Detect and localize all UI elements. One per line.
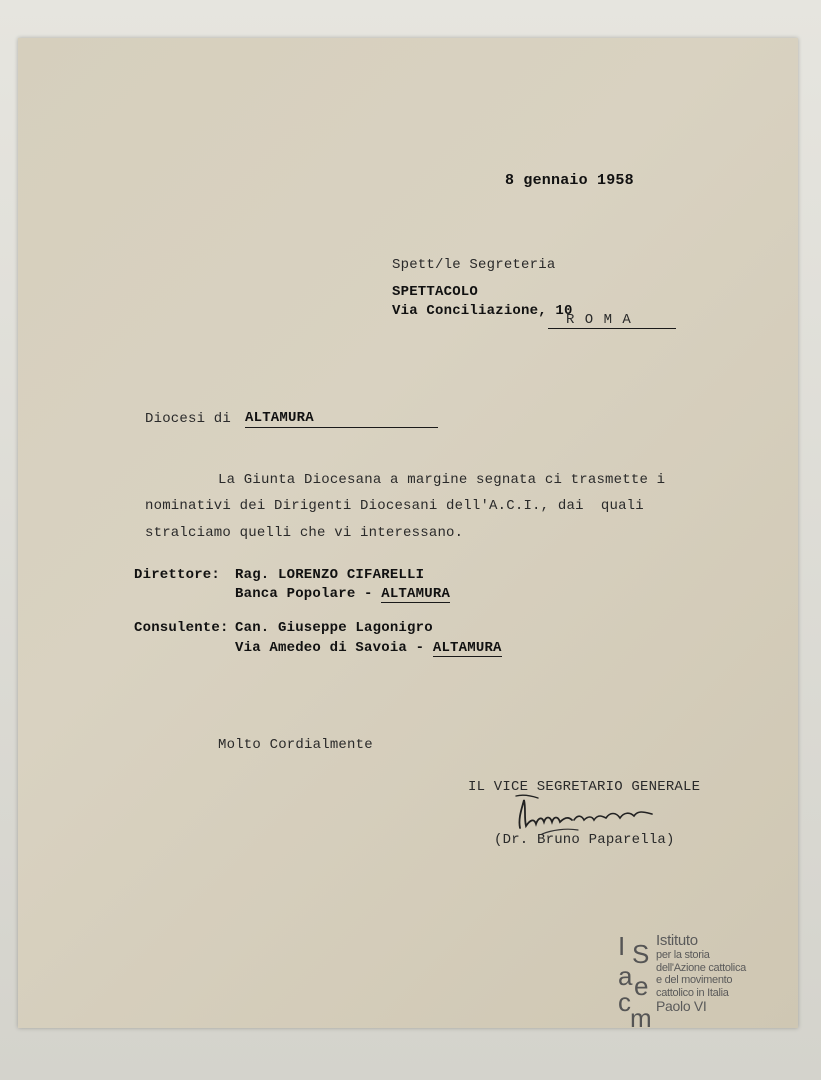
direttore-label: Direttore: [134, 567, 221, 583]
letter-date: 8 gennaio 1958 [505, 172, 634, 189]
consulente-label: Consulente: [134, 620, 229, 636]
recipient-city: R O M A [566, 312, 632, 328]
diocese-underline [245, 427, 438, 428]
archive-logo-text [656, 933, 776, 1014]
body-line-2: nominativi dei Dirigenti Diocesani dell'A.C.I., dai quali [145, 498, 644, 514]
body-line-3: stralciamo quelli che vi interessano. [145, 525, 464, 541]
signatory-name: (Dr. Bruno Paparella) [494, 832, 675, 848]
logo-line: dell'Azione cattolica [656, 961, 746, 974]
archive-logo [616, 933, 776, 1033]
logo-letter: I [618, 931, 626, 961]
direttore-address [235, 586, 450, 602]
diocese-label: Diocesi di [145, 411, 232, 427]
logo-line: Istituto [656, 932, 698, 949]
logo-letter: a [618, 961, 633, 991]
consulente-address [235, 640, 502, 656]
logo-line: e del movimento [656, 974, 733, 986]
signatory-title: IL VICE SEGRETARIO GENERALE [468, 779, 701, 795]
direttore-address-text: Banca Popolare - [235, 586, 382, 602]
direttore-name: Rag. LORENZO CIFARELLI [235, 567, 425, 583]
consulente-city: ALTAMURA [432, 640, 502, 656]
recipient-line-3: Via Conciliazione, 10 [392, 303, 573, 319]
recipient-city-underline [548, 328, 676, 329]
direttore-city: ALTAMURA [381, 586, 451, 602]
recipient-line-2: SPETTACOLO [392, 284, 479, 300]
body-line-1: La Giunta Diocesana a margine segnata ci trasmette i [218, 472, 666, 488]
logo-letter: m [630, 1003, 652, 1033]
diocese-name: ALTAMURA [245, 410, 314, 426]
logo-line: cattolico in Italia [656, 986, 729, 999]
logo-letter: c [618, 987, 631, 1017]
consulente-address-text: Via Amedeo di Savoia - [235, 640, 433, 656]
recipient-line-1: Spett/le Segreteria [392, 257, 556, 273]
logo-line: Paolo VI [656, 998, 707, 1014]
archive-logo-mark [616, 933, 654, 1033]
closing: Molto Cordialmente [218, 737, 373, 753]
logo-line: per la storia [656, 949, 710, 961]
consulente-name: Can. Giuseppe Lagonigro [235, 620, 433, 636]
logo-letter: S [632, 939, 650, 969]
logo-letter: e [634, 971, 649, 1001]
